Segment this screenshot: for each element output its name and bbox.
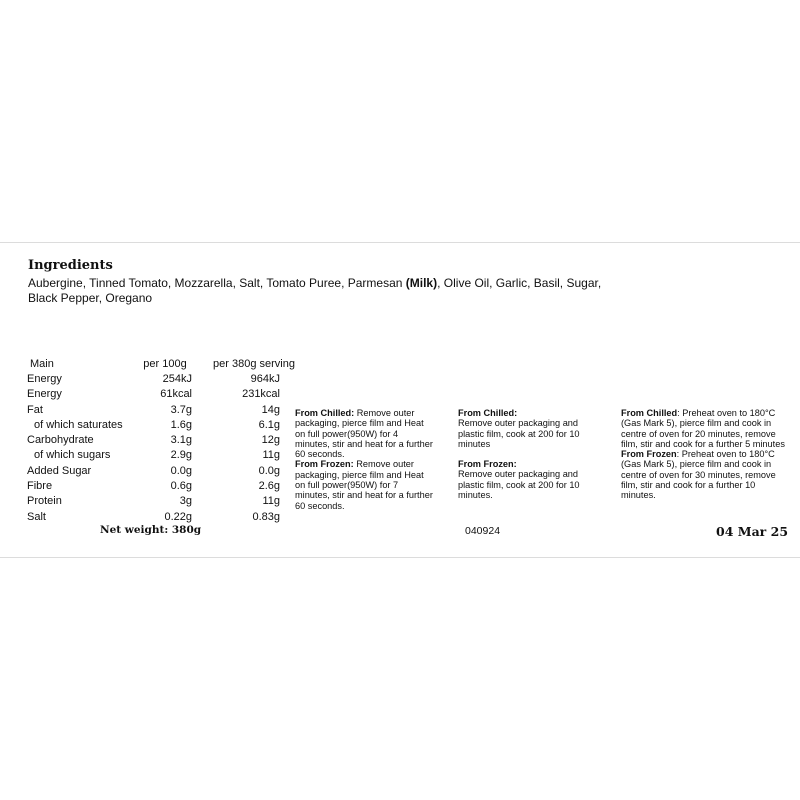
table-row bbox=[24, 448, 310, 463]
nutrient-per100: 2.9g bbox=[170, 449, 192, 462]
nutrient-per100: 3.1g bbox=[170, 434, 192, 447]
nutrient-serving: 0.0g bbox=[258, 464, 280, 477]
table-row bbox=[24, 494, 310, 509]
nutrition-table bbox=[24, 356, 310, 524]
nutrition-header-row bbox=[24, 356, 310, 371]
nutrient-per100: 3.7g bbox=[170, 403, 192, 416]
nutrient-label: Fat bbox=[27, 403, 43, 416]
oven-frozen-label: From Frozen bbox=[621, 449, 677, 460]
oven-chilled bbox=[621, 408, 786, 449]
table-row bbox=[24, 432, 310, 447]
microwave-frozen-text: Remove outer packaging, pierce film and Heat on full power(950W) for 7 minutes, stir and heat for a further 60 seconds. bbox=[295, 459, 433, 511]
ingredients-text bbox=[28, 276, 628, 306]
air-fryer-frozen-label-line bbox=[458, 459, 598, 469]
microwave-chilled bbox=[295, 408, 435, 459]
nutrient-per100: 3g bbox=[179, 495, 192, 508]
nutrient-serving: 964kJ bbox=[250, 372, 280, 385]
nutrient-serving: 2.6g bbox=[258, 480, 280, 493]
nutrient-label: Added Sugar bbox=[27, 464, 92, 477]
table-row bbox=[24, 371, 310, 386]
nutrient-label: of which sugars bbox=[34, 449, 111, 462]
nutrient-serving: 11g bbox=[262, 449, 280, 462]
nutrient-label: Energy bbox=[27, 388, 62, 401]
nutrient-label: Energy bbox=[27, 372, 62, 385]
oven-frozen-text: : Preheat oven to 180°C (Gas Mark 5), pierce film and cook in centre of oven for 30 minutes, remove film, stir and cook for a further 10 minutes. bbox=[621, 449, 776, 501]
nutrient-per100: 0.22g bbox=[164, 510, 192, 523]
cooking-instructions-air-fryer bbox=[458, 408, 598, 500]
nutrient-label: of which saturates bbox=[34, 418, 123, 431]
nutrient-serving: 11g bbox=[262, 495, 280, 508]
microwave-frozen bbox=[295, 459, 435, 510]
ingredients-text-before: Aubergine, Tinned Tomato, Mozzarella, Salt, Tomato Puree, Parmesan bbox=[28, 276, 406, 290]
air-fryer-frozen-label: From Frozen: bbox=[458, 459, 517, 470]
cooking-instructions-oven bbox=[621, 408, 786, 501]
nutrient-per100: 0.0g bbox=[170, 464, 192, 477]
nutrient-serving: 0.83g bbox=[252, 510, 280, 523]
oven-chilled-label: From Chilled bbox=[621, 408, 678, 418]
air-fryer-chilled-label: From Chilled: bbox=[458, 408, 518, 418]
best-before-date: 04 Mar 25 bbox=[716, 524, 789, 539]
nutrient-per100: 254kJ bbox=[162, 372, 192, 385]
table-row bbox=[24, 478, 310, 493]
air-fryer-chilled-label-line bbox=[458, 408, 598, 418]
ingredients-text-after: , Olive Oil, Garlic, Basil, Sugar, Black Pepper, Oregano bbox=[28, 276, 602, 305]
allergen-milk: (Milk) bbox=[405, 276, 438, 290]
nutrient-serving: 14g bbox=[261, 403, 280, 416]
table-row bbox=[24, 387, 310, 402]
nutrient-label: Protein bbox=[27, 495, 62, 508]
microwave-chilled-label: From Chilled: bbox=[295, 408, 355, 418]
table-row bbox=[24, 402, 310, 417]
nutrient-serving: 6.1g bbox=[258, 418, 280, 431]
table-row bbox=[24, 463, 310, 478]
nutrient-label: Fibre bbox=[27, 480, 53, 493]
batch-code: 040924 bbox=[465, 525, 501, 537]
table-row bbox=[24, 417, 310, 432]
nutrition-header-per100: per 100g bbox=[143, 357, 187, 370]
nutrient-per100: 0.6g bbox=[170, 480, 192, 493]
air-fryer-chilled-text: Remove outer packaging and plastic film, cook at 200 for 10 minutes bbox=[458, 418, 580, 449]
top-divider bbox=[0, 242, 800, 243]
nutrient-label: Carbohydrate bbox=[27, 434, 94, 447]
table-row bbox=[24, 509, 310, 524]
oven-chilled-text: : Preheat oven to 180°C (Gas Mark 5), pierce film and cook in centre of oven for 20 minutes, remove film, stir and cook for a further 5 minutes bbox=[621, 408, 785, 449]
nutrition-header-main: Main bbox=[30, 357, 54, 370]
nutrient-label: Salt bbox=[27, 510, 46, 523]
bottom-divider bbox=[0, 557, 800, 558]
nutrient-per100: 61kcal bbox=[160, 388, 192, 401]
oven-frozen bbox=[621, 449, 786, 500]
nutrition-header-serving: per 380g serving bbox=[213, 357, 295, 370]
microwave-chilled-text: Remove outer packaging, pierce film and Heat on full power(950W) for 4 minutes, stir and heat for a further 60 seconds. bbox=[295, 408, 433, 460]
nutrient-serving: 12g bbox=[261, 434, 280, 447]
cooking-instructions-microwave bbox=[295, 408, 435, 511]
ingredients-title: Ingredients bbox=[28, 258, 113, 273]
nutrient-per100: 1.6g bbox=[170, 418, 192, 431]
microwave-frozen-label: From Frozen: bbox=[295, 459, 354, 470]
air-fryer-frozen-text: Remove outer packaging and plastic film, cook at 200 for 10 minutes. bbox=[458, 469, 580, 501]
net-weight: Net weight: 380g bbox=[100, 524, 202, 536]
nutrient-serving: 231kcal bbox=[242, 388, 280, 401]
